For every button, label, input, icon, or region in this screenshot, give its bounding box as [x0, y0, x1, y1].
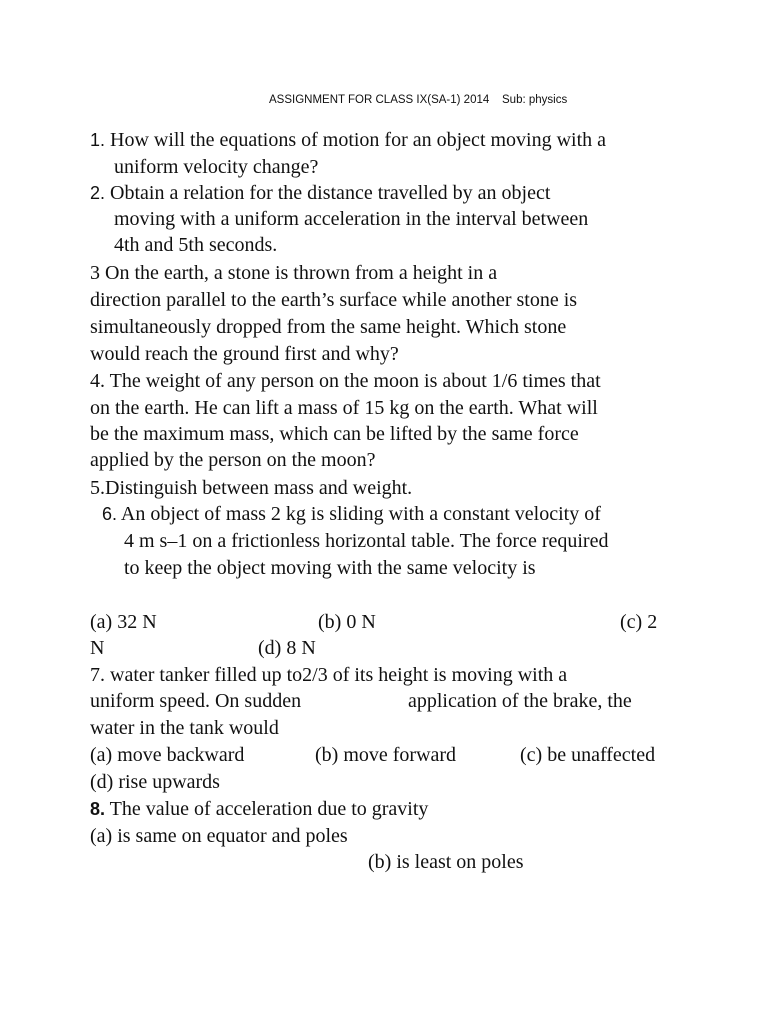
question-7-option-c: (c) be unaffected: [520, 744, 656, 766]
question-6-option-c-continued: N: [90, 637, 105, 659]
question-6-text-1: An object of mass 2 kg is sliding with a constant velocity of: [120, 503, 601, 525]
question-4-line-4: applied by the person on the moon?: [90, 449, 376, 471]
question-8-number: 8.: [90, 799, 106, 819]
question-7-option-d: (d) rise upwards: [90, 771, 220, 793]
question-7-line-1: 7. water tanker filled up to2/3 of its height is moving with a: [90, 664, 568, 686]
question-3-line-4: would reach the ground first and why?: [90, 343, 399, 365]
question-2-line-1: [90, 181, 550, 205]
question-4-line-1: 4. The weight of any person on the moon is about 1/6 times that: [90, 370, 601, 392]
header-title: ASSIGNMENT FOR CLASS IX(SA-1) 2014: [269, 94, 490, 106]
question-3-line-2: direction parallel to the earth’s surface while another stone is: [90, 289, 578, 311]
question-7-option-b: (b) move forward: [315, 744, 457, 766]
question-2-text-1: Obtain a relation for the distance travelled by an object: [110, 182, 551, 204]
question-8-text-1: The value of acceleration due to gravity: [109, 798, 429, 820]
question-2-line-3: 4th and 5th seconds.: [114, 234, 278, 256]
question-4-line-3: be the maximum mass, which can be lifted by the same force: [90, 423, 579, 445]
question-1-line-1: [90, 128, 606, 152]
question-6-option-b: (b) 0 N: [318, 611, 376, 633]
question-6-option-d: (d) 8 N: [258, 637, 316, 659]
question-2-line-2: moving with a uniform acceleration in the interval between: [114, 208, 589, 230]
question-3-line-3: simultaneously dropped from the same height. Which stone: [90, 316, 567, 338]
header-subject: Sub: physics: [502, 94, 568, 106]
question-1-text-1: How will the equations of motion for an object moving with a: [110, 129, 607, 151]
question-6-line-3: to keep the object moving with the same velocity is: [124, 557, 536, 579]
question-5-line-1: 5.Distinguish between mass and weight.: [90, 477, 413, 499]
question-6-option-a: (a) 32 N: [90, 611, 157, 633]
question-8-option-b: (b) is least on poles: [368, 851, 524, 873]
question-1-line-2: uniform velocity change?: [114, 156, 319, 178]
question-8-line-1: [90, 797, 428, 821]
question-6-number: 6.: [102, 504, 118, 524]
question-6-line-1: [102, 502, 601, 526]
question-4-line-2: on the earth. He can lift a mass of 15 kg on the earth. What will: [90, 397, 598, 419]
question-3-line-1: 3 On the earth, a stone is thrown from a height in a: [90, 262, 498, 284]
question-7-option-a: (a) move backward: [90, 744, 245, 766]
question-7-line-3: water in the tank would: [90, 717, 279, 739]
question-6-line-2: 4 m s–1 on a frictionless horizontal table. The force required: [124, 530, 609, 552]
question-6-option-c: (c) 2: [620, 611, 658, 633]
question-8-option-a: (a) is same on equator and poles: [90, 825, 348, 847]
question-1-number: 1.: [90, 130, 106, 150]
question-7-line-2a: uniform speed. On sudden: [90, 690, 302, 712]
question-7-line-2b: application of the brake, the: [408, 690, 632, 712]
question-2-number: 2.: [90, 183, 106, 203]
